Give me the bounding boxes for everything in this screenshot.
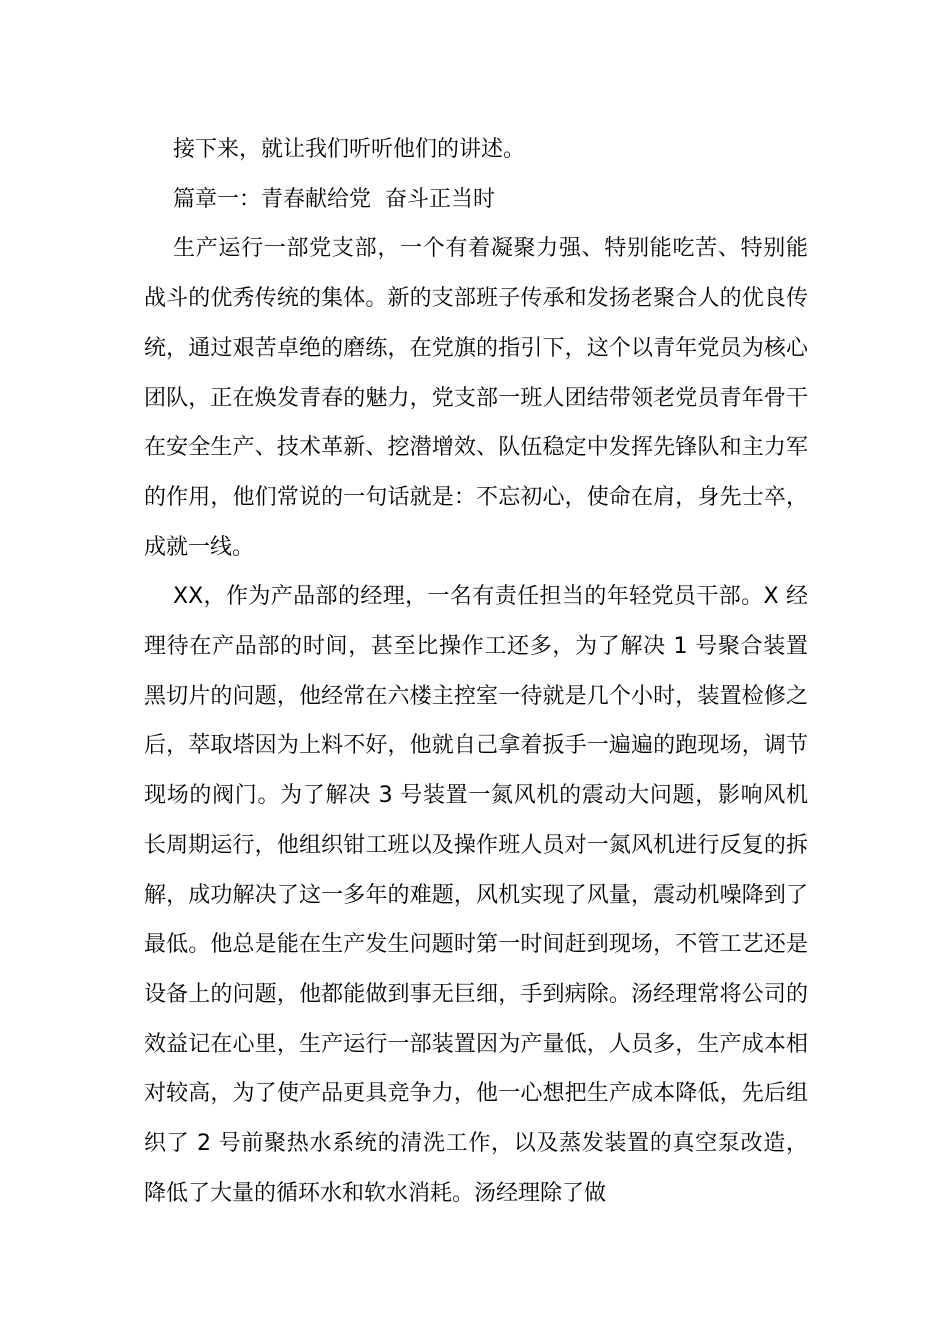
body-paragraph-manager: XX，作为产品部的经理，一名有责任担当的年轻党员干部。X 经理待在产品部的时间，甚至比操作工还多，为了解决 1 号聚合装置黑切片的问题，他经常在六楼主控室一待就是几个小时，装置检修之后，萃取塔因为上料不好，他就自己拿着扳手一遍遍的跑现场，调节现场的阀门。为了解决 3 号装置一氮风机的震动大问题，影响风机长周期运行，他组织钳工班以及操作班人员对一氮风机进行反复的拆解，成功解决了这一多年的难题，风机实现了风量，震动机噪降到了最低。他总是能在生产发生问题时第一时间赶到现场，不管工艺还是设备上的问题，他都能做到事无巨细，手到病除。汤经理常将公司的效益记在心里，生产运行一部装置因为产量低，人员多，生产成本相对较高，为了使产品更具竞争力，他一心想把生产成本降低，先后组织了 2 号前聚热水系统的清洗工作，以及蒸发装置的真空泵改造，降低了大量的循环水和软水消耗。汤经理除了做: [144, 584, 808, 1206]
intro-paragraph: 接下来，就让我们听听他们的讲述。: [173, 137, 526, 162]
body-paragraph-party-branch: 生产运行一部党支部，一个有着凝聚力强、特别能吃苦、特别能战斗的优秀传统的集体。新的支部班子传承和发扬老聚合人的优良传统，通过艰苦卓绝的磨练，在党旗的指引下，这个以青年党员为核心团队，正在焕发青春的魅力，党支部一班人团结带领老党员青年骨干在安全生产、技术革新、挖潜增效、队伍稳定中发挥先锋队和主力军的作用，他们常说的一句话就是：不忘初心，使命在肩，身先士卒，成就一线。: [144, 236, 808, 560]
document-body: [144, 125, 808, 1218]
chapter-heading: 篇章一：青春献给党 奋斗正当时: [173, 186, 495, 212]
